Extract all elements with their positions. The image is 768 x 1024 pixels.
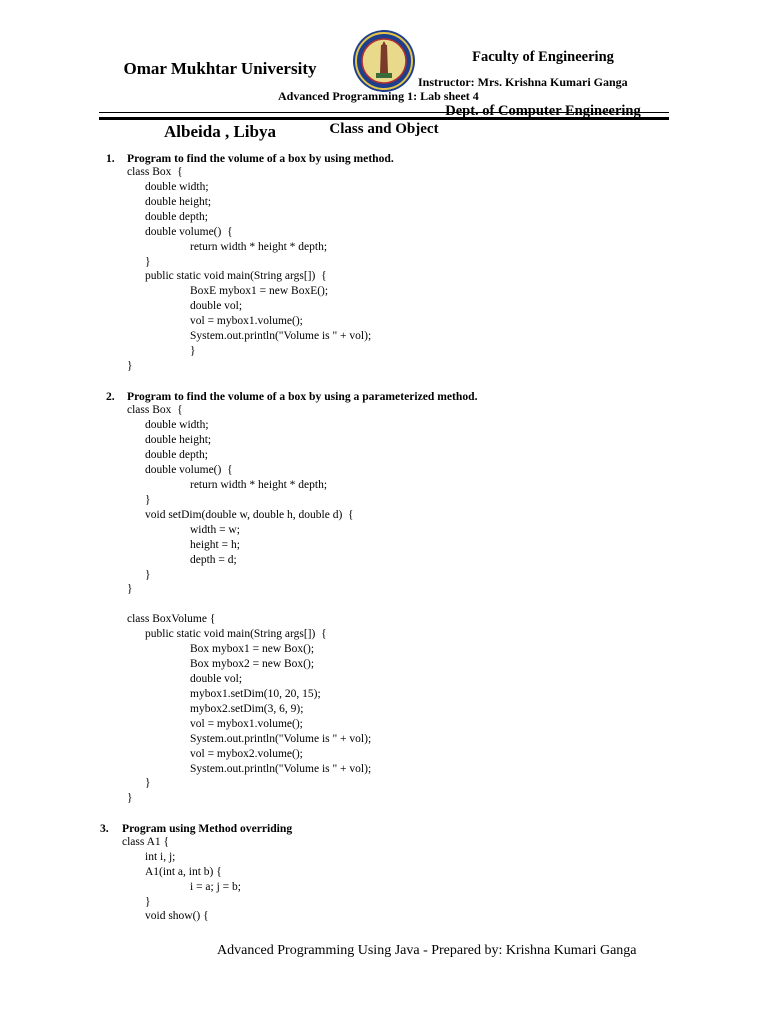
code-line: int i, j; bbox=[145, 851, 176, 863]
header-divider-thin bbox=[99, 112, 669, 113]
code-line: height = h; bbox=[190, 539, 240, 551]
code-line: double width; bbox=[145, 419, 209, 431]
code-line: System.out.println("Volume is " + vol); bbox=[190, 330, 372, 342]
code-line: System.out.println("Volume is " + vol); bbox=[190, 733, 372, 745]
code-line: depth = d; bbox=[190, 554, 237, 566]
question-3-title: Program using Method overriding bbox=[122, 822, 293, 835]
code-line: width = w; bbox=[190, 524, 240, 536]
code-line: } bbox=[145, 569, 151, 581]
question-1-title: Program to find the volume of a box by using method. bbox=[127, 152, 394, 165]
code-line: public static void main(String args[]) { bbox=[145, 270, 327, 282]
code-line: double volume() { bbox=[145, 464, 233, 476]
university-name: Omar Mukhtar University Albeida , Libya bbox=[123, 59, 317, 141]
code-line: } bbox=[190, 345, 196, 357]
faculty-name: Faculty of Engineering Dept. of Computer Engineering bbox=[445, 49, 641, 119]
code-line: double vol; bbox=[190, 673, 243, 685]
code-line: double height; bbox=[145, 196, 212, 208]
code-line: class Box { bbox=[127, 166, 183, 178]
code-line: } bbox=[145, 256, 151, 268]
question-3-number: 3. bbox=[100, 822, 109, 835]
code-line: i = a; j = b; bbox=[190, 881, 241, 893]
code-line: void setDim(double w, double h, double d) { bbox=[145, 509, 354, 521]
code-line: Box mybox2 = new Box(); bbox=[190, 658, 315, 670]
code-line: } bbox=[127, 360, 133, 372]
code-line: double width; bbox=[145, 181, 209, 193]
code-line: void show() { bbox=[145, 910, 209, 922]
code-line: double volume() { bbox=[145, 226, 233, 238]
code-line: } bbox=[145, 777, 151, 789]
code-line: class Box { bbox=[127, 404, 183, 416]
code-line: vol = mybox1.volume(); bbox=[190, 315, 303, 327]
code-line: return width * height * depth; bbox=[190, 241, 328, 253]
question-1-number: 1. bbox=[106, 152, 115, 165]
question-2-number: 2. bbox=[106, 390, 115, 403]
code-line: double depth; bbox=[145, 211, 208, 223]
code-line: class BoxVolume { bbox=[127, 613, 216, 625]
code-line: } bbox=[127, 792, 133, 804]
code-line: } bbox=[145, 494, 151, 506]
lab-sheet-title: Advanced Programming 1: Lab sheet 4 bbox=[278, 89, 479, 103]
header-divider-thick bbox=[99, 117, 669, 120]
code-line: double depth; bbox=[145, 449, 208, 461]
code-line: A1(int a, int b) { bbox=[145, 866, 222, 878]
code-line: vol = mybox1.volume(); bbox=[190, 718, 303, 730]
code-line: class A1 { bbox=[122, 836, 170, 848]
code-line: mybox1.setDim(10, 20, 15); bbox=[190, 688, 321, 700]
question-2-title: Program to find the volume of a box by using a parameterized method. bbox=[127, 390, 478, 403]
code-line: } bbox=[127, 583, 133, 595]
code-line: vol = mybox2.volume(); bbox=[190, 748, 303, 760]
instructor-line: Instructor: Mrs. Krishna Kumari Ganga bbox=[418, 75, 628, 89]
code-line: BoxE mybox1 = new BoxE(); bbox=[190, 285, 329, 297]
code-line: } bbox=[145, 896, 151, 908]
page-footer: Advanced Programming Using Java - Prepared by: Krishna Kumari Ganga bbox=[217, 943, 637, 958]
page-title: Class and Object bbox=[329, 121, 439, 137]
university-seal-icon bbox=[344, 11, 408, 75]
code-line: System.out.println("Volume is " + vol); bbox=[190, 763, 372, 775]
code-line: public static void main(String args[]) { bbox=[145, 628, 327, 640]
code-line: mybox2.setDim(3, 6, 9); bbox=[190, 703, 304, 715]
code-line: double vol; bbox=[190, 300, 243, 312]
code-line: Box mybox1 = new Box(); bbox=[190, 643, 315, 655]
code-line: return width * height * depth; bbox=[190, 479, 328, 491]
code-line: double height; bbox=[145, 434, 212, 446]
